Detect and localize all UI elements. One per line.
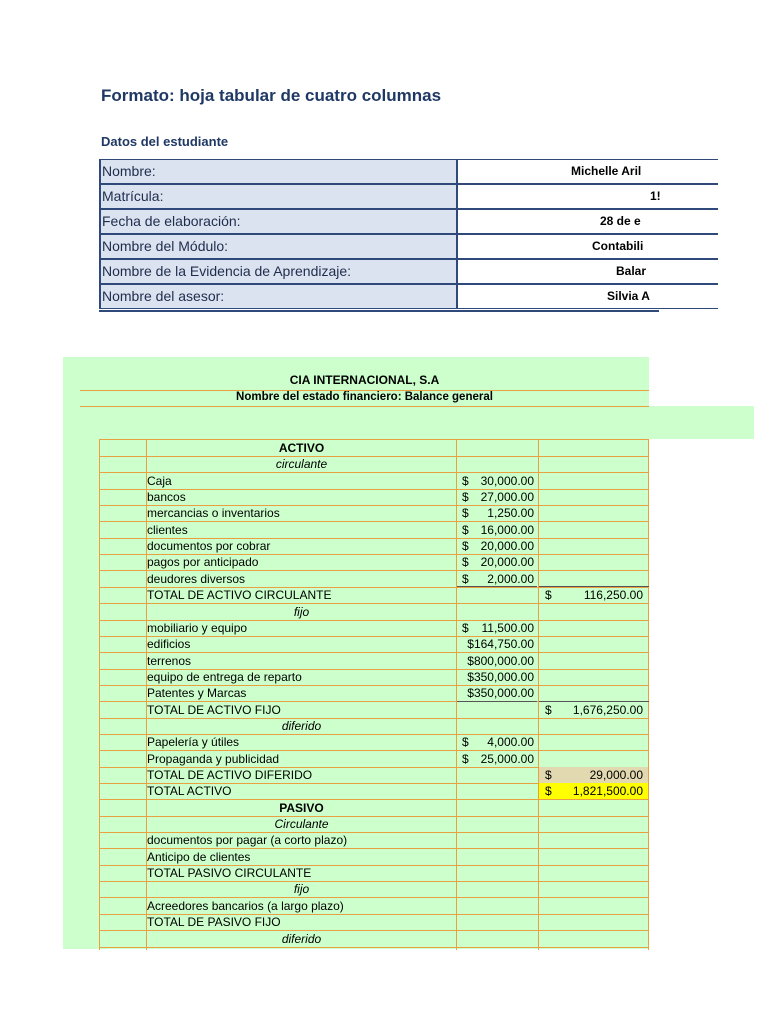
statement-row [99, 832, 649, 849]
student-info-value-cell [456, 184, 718, 209]
amount-cell [457, 734, 537, 750]
student-info-label: Matrícula: [99, 184, 458, 209]
account-label: TOTAL DE PASIVO FIJO [147, 915, 281, 930]
student-info-row [99, 284, 659, 309]
amount-value: 30,000.00 [480, 473, 534, 488]
statement-row [99, 881, 649, 898]
statement-name: Nombre del estado financiero: Balance general [236, 391, 493, 403]
amount-value: 25,000.00 [480, 751, 534, 766]
student-info-value-cell [456, 209, 718, 234]
statement-row [99, 702, 649, 719]
currency-symbol: $ [545, 768, 552, 782]
amount-value: $164,750.00 [467, 637, 534, 652]
total-cell [539, 767, 648, 783]
amount-cell [457, 554, 537, 570]
statement-row [99, 522, 649, 539]
statement-row [99, 604, 649, 621]
account-label: mercancias o inventarios [147, 506, 280, 521]
amount-value: 20,000.00 [480, 539, 534, 554]
currency-symbol: $ [545, 588, 552, 603]
student-section-heading: Datos del estudiante [101, 134, 229, 149]
account-label: diferido [281, 931, 322, 946]
currency-symbol: $ [462, 506, 469, 521]
amount-value: 1,250.00 [487, 506, 534, 521]
account-label: Caja [147, 473, 172, 488]
student-info-value: Contabili [592, 239, 644, 253]
student-info-label: Nombre: [99, 159, 458, 184]
amount-cell [457, 571, 537, 587]
account-label: pagos por anticipado [147, 555, 259, 570]
account-label: clientes [147, 522, 188, 537]
subtotal-rule [457, 586, 537, 587]
statement-row [99, 505, 649, 522]
student-info-value: Silvia A [607, 289, 650, 303]
account-label: fijo [293, 604, 310, 619]
account-label: mobiliario y equipo [147, 620, 248, 635]
student-info-value-cell [456, 234, 718, 259]
statement-row [99, 914, 649, 931]
student-info-row [99, 159, 659, 184]
amount-cell [457, 538, 537, 554]
currency-symbol: $ [462, 522, 469, 537]
company-name: CIA INTERNACIONAL, S.A [289, 373, 440, 387]
currency-symbol: $ [462, 735, 469, 750]
account-label: TOTAL PASIVO CIRCULANTE [147, 866, 312, 881]
statement-row [99, 554, 649, 571]
account-label: PASIVO [279, 800, 324, 815]
statement-row [99, 767, 649, 784]
statement-row [99, 653, 649, 670]
student-info-row [99, 209, 659, 234]
statement-row [99, 816, 649, 833]
currency-symbol: $ [462, 555, 469, 570]
account-label: Papelería y útiles [147, 735, 240, 750]
account-label: Patentes y Marcas [147, 686, 247, 701]
account-label: documentos por cobrar [147, 539, 271, 554]
amount-cell [457, 685, 537, 701]
student-info-bottom-border [99, 310, 659, 312]
account-label: ACTIVO [278, 441, 325, 455]
currency-symbol: $ [462, 490, 469, 505]
account-label: deudores diversos [147, 571, 246, 586]
balance-sheet-extension [649, 406, 754, 439]
account-label: fijo [293, 882, 310, 897]
account-label: TOTAL ACTIVO [147, 784, 232, 799]
statement-row [99, 849, 649, 866]
statement-row [99, 931, 649, 948]
account-label: TOTAL DE ACTIVO DIFERIDO [147, 768, 313, 782]
student-info-label: Nombre del asesor: [99, 284, 458, 309]
amount-cell [457, 473, 537, 489]
amount-cell [457, 653, 537, 669]
student-info-value: Balar [616, 264, 647, 278]
statement-row [99, 620, 649, 637]
student-info-row [99, 184, 659, 209]
amount-value: 16,000.00 [480, 522, 534, 537]
student-info-value: Michelle Aril [571, 164, 642, 178]
student-info-label: Nombre del Módulo: [99, 234, 458, 259]
student-info-value: 1! [650, 189, 661, 203]
statement-row [99, 456, 649, 473]
statement-row [99, 898, 649, 915]
account-label: Circulante [274, 817, 329, 832]
statement-row [99, 800, 649, 817]
amount-cell [457, 636, 537, 652]
statement-row [99, 751, 649, 768]
total-value: 116,250.00 [583, 588, 643, 603]
student-info-value-cell [456, 259, 718, 284]
amount-cell [457, 489, 537, 505]
account-label: diferido [281, 718, 322, 733]
statement-row [99, 734, 649, 751]
account-label: equipo de entrega de reparto [147, 669, 302, 684]
amount-cell [457, 522, 537, 538]
amount-value: 11,500.00 [481, 620, 534, 635]
statement-row [99, 538, 649, 555]
header-rule-bottom [80, 406, 649, 407]
currency-symbol: $ [545, 702, 552, 717]
account-label: edificios [147, 637, 191, 652]
amount-value: 27,000.00 [480, 490, 534, 505]
subtotal-rule [457, 701, 537, 702]
student-info-value: 28 de e [600, 214, 641, 228]
statement-row [99, 783, 649, 800]
account-label: documentos por pagar (a corto plazo) [147, 833, 348, 848]
currency-symbol: $ [545, 784, 552, 799]
amount-cell [457, 505, 537, 521]
statement-row [99, 473, 649, 490]
account-label: Propaganda y publicidad [147, 751, 280, 766]
account-label: TOTAL DE ACTIVO CIRCULANTE [147, 588, 332, 603]
statement-row [99, 669, 649, 686]
account-label: bancos [147, 490, 186, 505]
total-cell [539, 783, 648, 799]
statement-row [99, 587, 649, 604]
total-value: 1,821,500.00 [572, 784, 643, 799]
amount-cell [457, 669, 537, 685]
amount-value: $350,000.00 [467, 669, 534, 684]
total-cell [539, 587, 648, 603]
student-info-label: Fecha de elaboración: [99, 209, 458, 234]
currency-symbol: $ [462, 473, 469, 488]
student-info-row [99, 259, 659, 284]
statement-row [99, 439, 649, 457]
total-value: 1,676,250.00 [572, 702, 643, 717]
account-label: Anticipo de clientes [147, 849, 251, 864]
student-info-label: Nombre de la Evidencia de Aprendizaje: [99, 259, 458, 284]
account-label: Acreedores bancarios (a largo plazo) [147, 898, 344, 913]
amount-cell [457, 620, 537, 636]
statement-row [99, 718, 649, 735]
student-info-value-cell [456, 284, 718, 309]
currency-symbol: $ [462, 571, 469, 586]
amount-value: $800,000.00 [467, 653, 534, 668]
statement-row [99, 489, 649, 506]
amount-value: 20,000.00 [480, 555, 534, 570]
amount-cell [457, 751, 537, 767]
student-info-value-cell [456, 159, 718, 184]
page-title: Formato: hoja tabular de cuatro columnas [101, 86, 442, 105]
amount-value: 4,000.00 [487, 735, 534, 750]
total-cell [539, 702, 648, 718]
total-value: 29,000.00 [589, 768, 643, 782]
currency-symbol: $ [462, 539, 469, 554]
account-label: terrenos [147, 653, 192, 668]
account-label: circulante [275, 457, 328, 472]
amount-value: 2,000.00 [487, 571, 534, 586]
amount-value: $350,000.00 [467, 686, 534, 701]
account-label: TOTAL DE ACTIVO FIJO [147, 702, 281, 717]
statement-row [99, 636, 649, 653]
statement-row [99, 865, 649, 882]
student-info-row [99, 234, 659, 259]
student-info-table [99, 159, 661, 312]
subtotal-rule [539, 701, 649, 702]
subtotal-rule [539, 586, 649, 587]
currency-symbol: $ [462, 620, 469, 635]
currency-symbol: $ [462, 751, 469, 766]
